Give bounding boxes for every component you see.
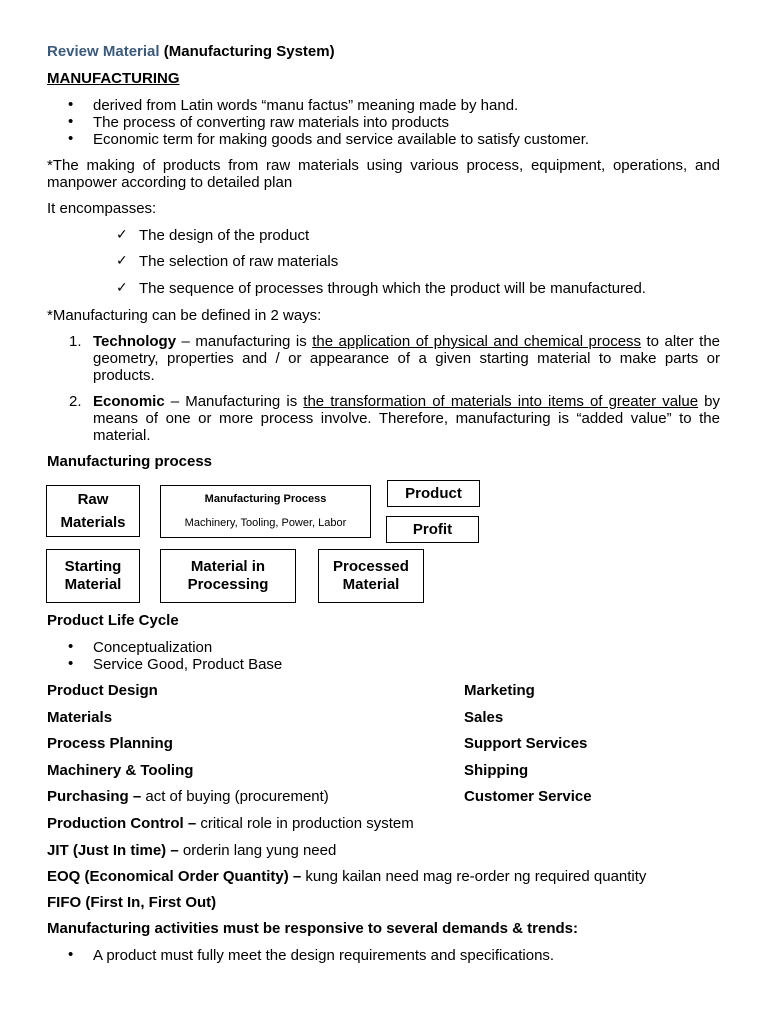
way-item-technology [93,333,720,384]
way-item-economic [93,393,720,444]
left-item-machinery-tooling [47,762,193,779]
right-item-shipping: Shipping [464,762,529,779]
mip-line2: Processing [187,576,269,593]
page-title [47,43,335,60]
right-item-sales: Sales [464,709,504,726]
left-item-rest: orderin lang yung need [178,842,337,859]
raw-materials-box [46,485,140,537]
mp-title: Manufacturing Process [204,493,327,506]
way-number-2: 2. [69,393,82,410]
left-item-bold: Product Design [47,682,158,699]
bullet-item-1: derived from Latin words “manu factus” meaning made by hand. [93,97,519,114]
process-heading: Manufacturing process [47,453,213,470]
profit-box [386,516,479,543]
left-item-materials [47,709,112,726]
left-item-purchasing [47,788,329,805]
right-item-customer-service: Customer Service [464,788,592,805]
left-item-bold: JIT (Just In time) – [47,842,179,859]
left-item-rest: act of buying (procurement) [141,788,329,805]
way-pre: – manufacturing is [176,333,313,350]
left-item-bold: Machinery & Tooling [47,762,194,779]
plc-bullet-1: Conceptualization [93,639,213,656]
left-item-bold: Manufacturing activities must be responsive to several demands & trends: [47,920,578,937]
way-post: to alter the geometry, properties and / or appearance of a given starting material to make parts or products. [93,333,721,384]
raw-line2: Materials [60,513,126,531]
mip-line1: Material in [190,558,266,575]
left-item-bold: Production Control – [47,815,197,832]
left-item-rest: kung kailan need mag re-order ng required quantity [301,868,647,885]
left-item-bold: EOQ (Economical Order Quantity) – [47,868,302,885]
way-underlined: the application of physical and chemical process [312,333,642,350]
starting-line1: Starting [64,558,122,575]
encompasses-label: It encompasses: [47,200,157,217]
product-label: Product [405,484,462,502]
way-number-1: 1. [69,333,82,350]
bullet-icon: • [68,113,74,130]
way-pre: – Manufacturing is [164,393,304,410]
mp-subtitle: Machinery, Tooling, Power, Labor [184,516,347,529]
starting-line2: Material [64,576,122,593]
manufacturing-process-box [160,485,371,538]
way-term: Economic [93,393,165,410]
left-item-bold: Process Planning [47,735,173,752]
profit-label: Profit [412,520,453,538]
way-term: Technology [93,333,177,350]
definition-paragraph: *The making of products from raw materials using various process, equipment, operations, and manpower according to detailed plan [47,157,720,191]
right-item-marketing: Marketing [464,682,535,699]
left-item-fifo [47,894,216,911]
left-item-responsive [47,920,578,937]
checkmark-icon: ✓ [116,253,128,269]
left-item-product-design [47,682,158,699]
checkmark-icon: ✓ [116,280,128,296]
bullet-item-3: Economic term for making goods and service available to satisfy customer. [93,131,590,148]
plc-bullet-2: Service Good, Product Base [93,656,283,673]
left-item-bold: Purchasing – [47,788,142,805]
title-rest: (Manufacturing System) [159,43,335,60]
left-item-bold: Materials [47,709,113,726]
plc-heading: Product Life Cycle [47,612,179,629]
processed-material-box [318,549,424,603]
raw-line1: Raw [77,490,109,508]
title-accent: Review Material [47,43,160,60]
right-item-support-services: Support Services [464,735,588,752]
last-bullet: A product must fully meet the design requirements and specifications. [93,947,555,964]
left-item-eoq [47,868,646,885]
processed-line1: Processed [333,558,409,575]
check-item-1: The design of the product [139,227,310,244]
bullet-icon: • [68,638,74,655]
bullet-item-2: The process of converting raw materials into products [93,114,449,131]
bullet-icon: • [68,96,74,113]
left-item-production-control [47,815,414,832]
checkmark-icon: ✓ [116,227,128,243]
bullet-icon: • [68,655,74,672]
bullet-icon: • [68,946,74,963]
manufacturing-heading: MANUFACTURING [47,70,180,87]
left-item-bold: FIFO (First In, First Out) [47,894,217,911]
check-item-3: The sequence of processes through which the product will be manufactured. [139,280,646,297]
processed-line2: Material [342,576,400,593]
left-item-jit [47,842,336,859]
product-box [387,480,480,507]
way-underlined: the transformation of materials into items of greater value [303,393,699,410]
ways-label: *Manufacturing can be defined in 2 ways: [47,307,322,324]
way-post: by means of one or more process involve. Therefore, manufacturing is “added value” to the material. [93,393,720,444]
bullet-icon: • [68,130,74,147]
material-in-processing-box [160,549,296,603]
left-item-rest: critical role in production system [196,815,414,832]
check-item-2: The selection of raw materials [139,253,339,270]
starting-material-box [46,549,140,603]
left-item-process-planning [47,735,173,752]
